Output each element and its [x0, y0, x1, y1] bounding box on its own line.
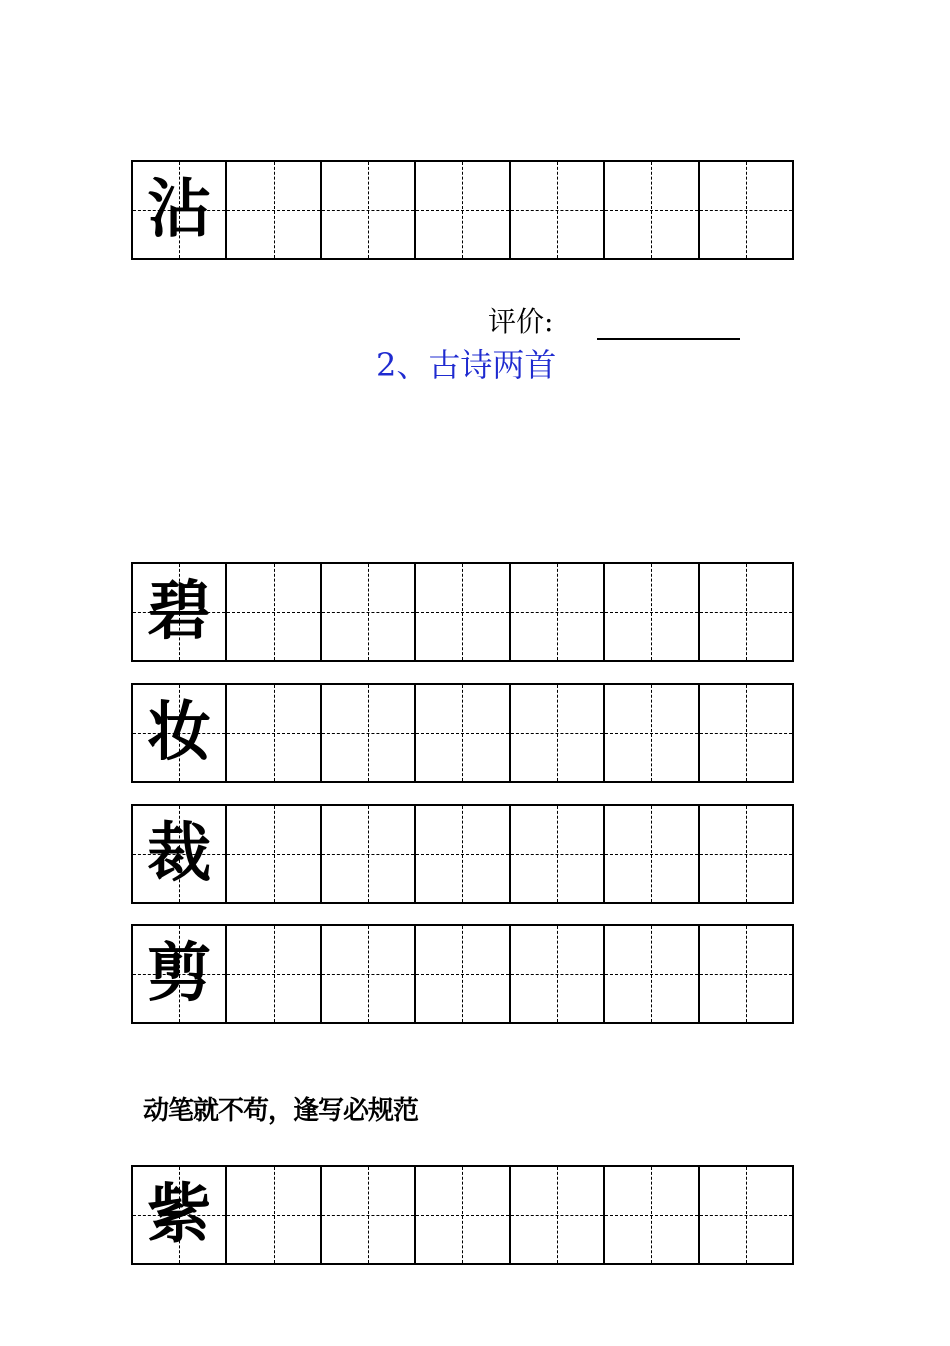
practice-cell [225, 564, 319, 660]
practice-cell [603, 162, 697, 258]
lesson-title: 2、古诗两首 [376, 346, 557, 384]
model-char: 裁 [147, 817, 212, 891]
motto-text: 动笔就不苟，逢写必规范 [143, 1096, 419, 1126]
practice-cell [225, 685, 319, 781]
practice-cell [509, 162, 603, 258]
practice-cell [698, 1167, 792, 1263]
writing-grid-row [131, 683, 794, 783]
practice-cell [320, 685, 414, 781]
practice-cell [509, 806, 603, 902]
practice-cell [320, 162, 414, 258]
writing-grid-row [131, 924, 794, 1024]
practice-cell [414, 926, 508, 1022]
evaluation-blank [597, 338, 740, 340]
practice-cell [225, 1167, 319, 1263]
practice-cell [603, 1167, 697, 1263]
model-char-cell [133, 564, 225, 660]
model-char-cell [133, 162, 225, 258]
model-char-cell [133, 1167, 225, 1263]
practice-cell [698, 926, 792, 1022]
practice-cell [225, 806, 319, 902]
practice-cell [225, 926, 319, 1022]
practice-cell [603, 806, 697, 902]
practice-cell [509, 685, 603, 781]
practice-cell [509, 564, 603, 660]
model-char: 剪 [147, 937, 212, 1011]
practice-cell [414, 564, 508, 660]
practice-cell [698, 162, 792, 258]
practice-cell [225, 162, 319, 258]
practice-cell [320, 1167, 414, 1263]
writing-grid-row [131, 160, 794, 260]
evaluation-label: 评价: [488, 305, 554, 338]
practice-cell [414, 1167, 508, 1263]
model-char-cell [133, 806, 225, 902]
writing-grid-row [131, 1165, 794, 1265]
practice-cell [320, 926, 414, 1022]
practice-cell [509, 926, 603, 1022]
model-char: 妆 [147, 696, 212, 770]
practice-cell [698, 806, 792, 902]
model-char: 紫 [147, 1178, 212, 1252]
practice-cell [414, 162, 508, 258]
model-char: 沾 [147, 173, 212, 247]
model-char: 碧 [147, 575, 212, 649]
practice-cell [414, 806, 508, 902]
practice-cell [320, 806, 414, 902]
practice-cell [603, 926, 697, 1022]
model-char-cell [133, 926, 225, 1022]
model-char-cell [133, 685, 225, 781]
practice-cell [509, 1167, 603, 1263]
practice-cell [698, 564, 792, 660]
practice-cell [603, 564, 697, 660]
practice-cell [414, 685, 508, 781]
writing-grid-row [131, 562, 794, 662]
practice-cell [320, 564, 414, 660]
practice-cell [603, 685, 697, 781]
practice-cell [698, 685, 792, 781]
writing-grid-row [131, 804, 794, 904]
